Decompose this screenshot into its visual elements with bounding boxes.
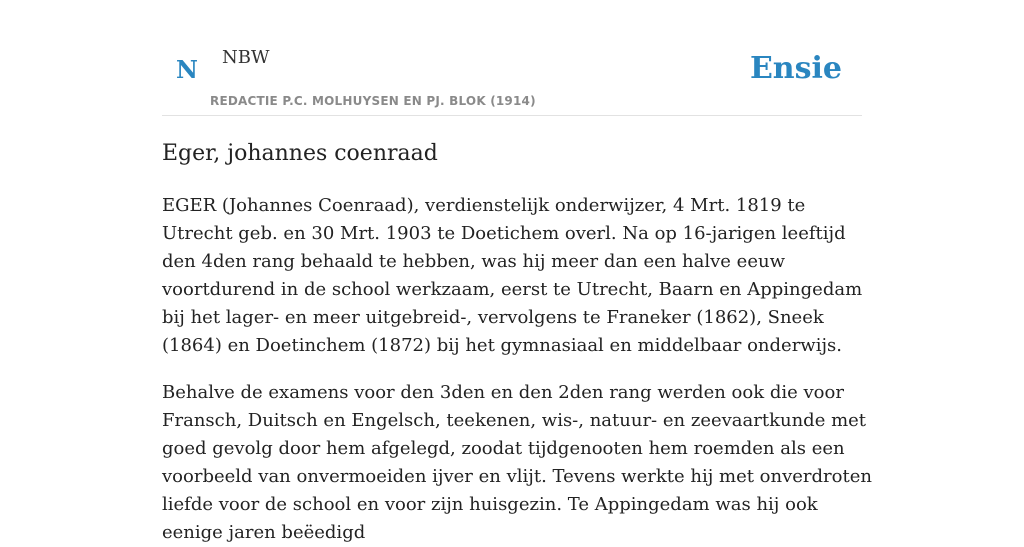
source-logo[interactable]: N <box>176 55 198 84</box>
article <box>162 138 872 547</box>
article-title: Eger, johannes coenraad <box>162 141 438 166</box>
article-paragraph: EGER (Johannes Coenraad), verdienstelijk onderwijzer, 4 Mrt. 1819 te Utrecht geb. en 30 Mrt. 1903 te Doetichem overl. Na op 16-jarigen leeftijd den 4den rang behaald te hebben, was hij meer dan een halve eeuw voortdurend in de school werkzaam, eerst te Utrecht, Baarn en Appingedam bij het lager- en meer uitgebreid-, vervolgens te Franeker (1862), Sneek (1864) en Doetinchem (1872) bij het gymnasiaal en middelbaar onderwijs. <box>162 195 863 356</box>
ensie-logo-link[interactable]: Ensie <box>749 51 842 86</box>
article-paragraph: Behalve de examens voor den 3den en den 2den rang werden ook die voor Fransch, Duitsch en Engelsch, teekenen, wis-, natuur- en zeevaartkunde met goed gevolg door hem afgelegd, zoodat tijdgenooten hem roemden als een voorbeeld van onvermoeiden ijver en vlijt. Tevens werkte hij met onverdroten liefde voor de school en voor zijn huisgezin. Te Appingedam was hij ook eenige jaren beëedigd <box>162 382 872 543</box>
source-name[interactable]: NBW <box>222 47 270 68</box>
source-header <box>162 0 862 116</box>
source-subtitle: REDACTIE P.C. MOLHUYSEN EN PJ. BLOK (1914) <box>210 94 536 108</box>
